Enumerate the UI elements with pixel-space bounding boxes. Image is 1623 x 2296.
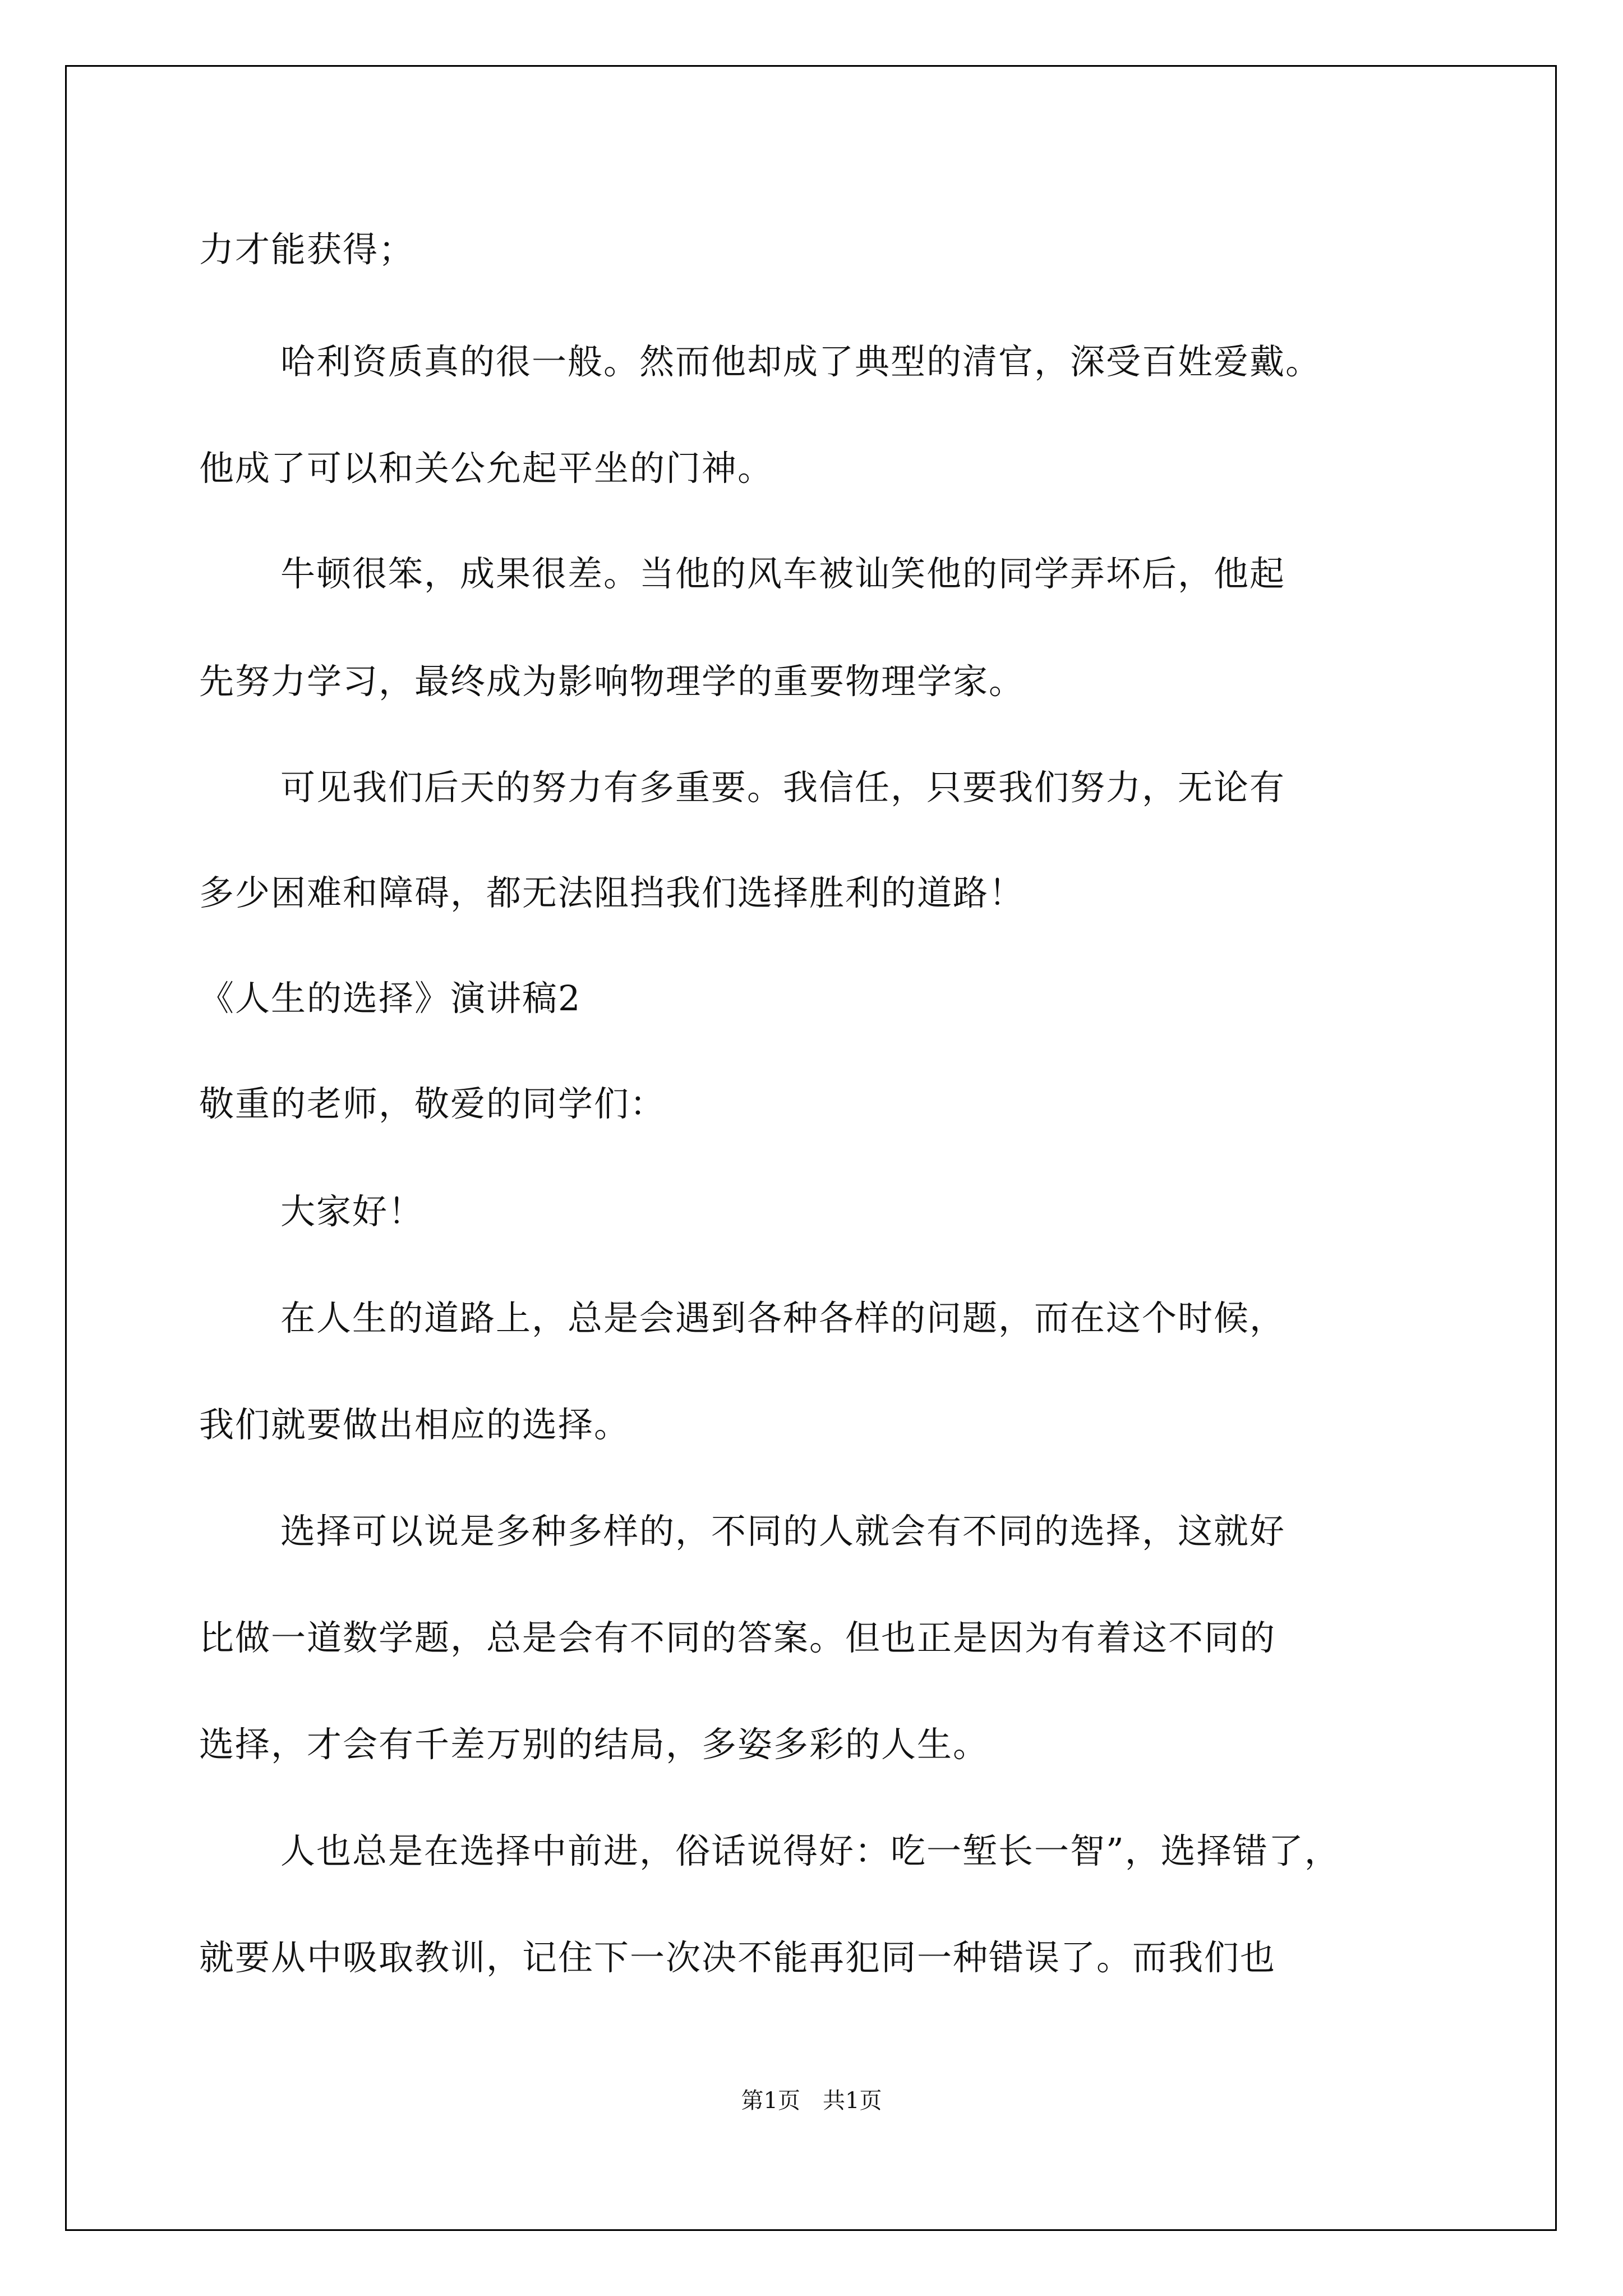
text-line: 选择，才会有千差万别的结局，多姿多彩的人生。 bbox=[199, 1724, 989, 1765]
greeting: 大家好！ bbox=[280, 1191, 425, 1232]
section-title: 《人生的选择》演讲稿2 bbox=[199, 978, 582, 1019]
text-line: 在人生的道路上，总是会遇到各种各样的问题，而在这个时候， bbox=[280, 1297, 1286, 1338]
text-line: 比做一道数学题，总是会有不同的答案。但也正是因为有着这不同的 bbox=[199, 1617, 1276, 1658]
text-line: 可见我们后天的努力有多重要。我信任，只要我们努力，无论有 bbox=[280, 767, 1286, 808]
text-line: 选择可以说是多种多样的，不同的人就会有不同的选择，这就好 bbox=[280, 1511, 1286, 1552]
text-line: 哈利资质真的很一般。然而他却成了典型的清官，深受百姓爱戴。 bbox=[280, 341, 1322, 382]
text-line: 就要从中吸取教训，记住下一次决不能再犯同一种错误了。而我们也 bbox=[199, 1937, 1276, 1978]
text-line: 多少困难和障碍，都无法阻挡我们选择胜利的道路！ bbox=[199, 872, 1025, 913]
page-border bbox=[65, 65, 1557, 2231]
text-line: 先努力学习，最终成为影响物理学的重要物理学家。 bbox=[199, 661, 1025, 702]
text-line: 力才能获得； bbox=[199, 229, 415, 270]
text-line: 人也总是在选择中前进，俗话说得好：吃一堑长一智”，选择错了， bbox=[280, 1830, 1340, 1871]
text-line: 牛顿很笨，成果很差。当他的风车被讪笑他的同学弄坏后，他起 bbox=[280, 553, 1286, 594]
salutation: 敬重的老师，敬爱的同学们： bbox=[199, 1083, 666, 1124]
text-line: 我们就要做出相应的选择。 bbox=[199, 1404, 630, 1445]
page-footer: 第1页 共1页 bbox=[741, 2088, 882, 2114]
text-line: 他成了可以和关公允起平坐的门神。 bbox=[199, 448, 774, 489]
